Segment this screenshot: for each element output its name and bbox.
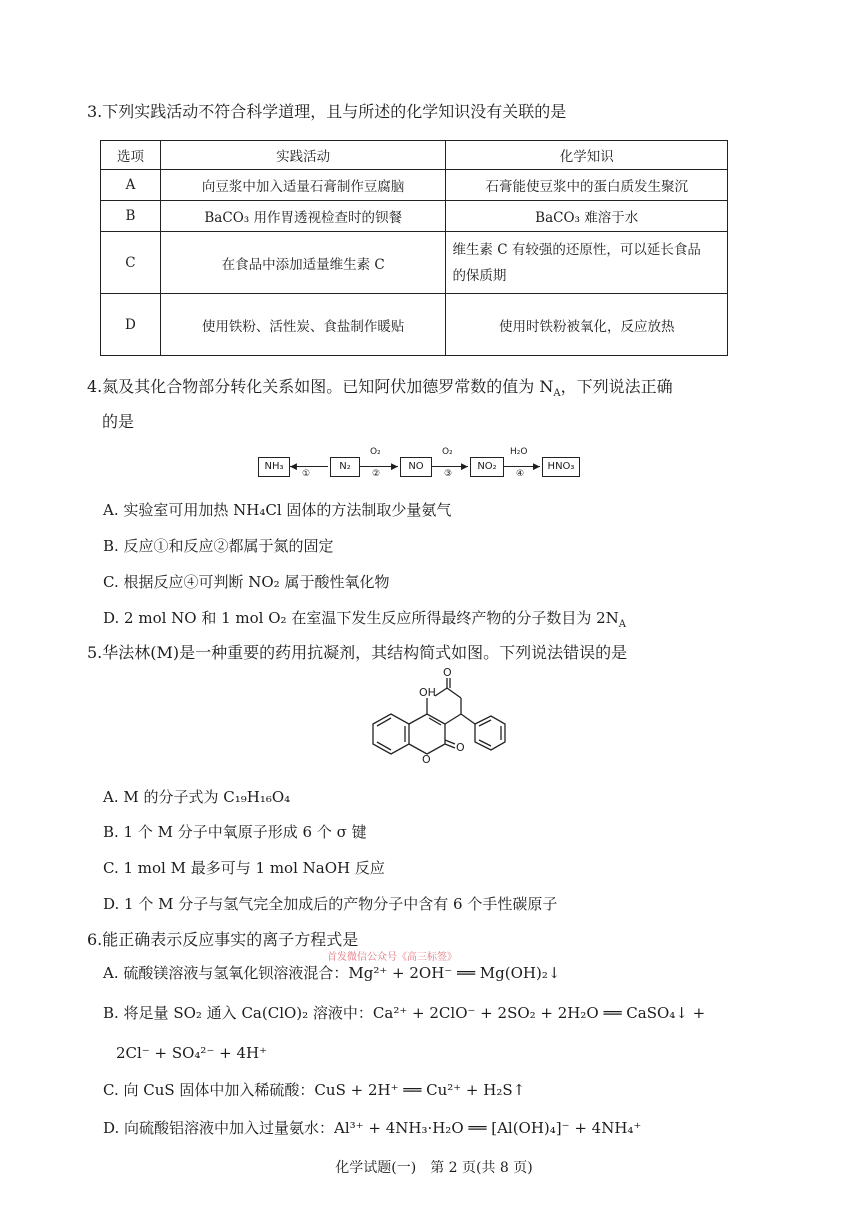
- pyranone-ring: [409, 714, 445, 754]
- row-knowledge: [446, 232, 728, 294]
- row-option: A: [101, 170, 161, 201]
- node-hno3: HNO₃: [542, 457, 580, 477]
- row-option: C: [101, 232, 161, 294]
- knowledge-line-1: 维生素 C 有较强的还原性，可以延长食品: [452, 241, 701, 258]
- header-knowledge: 化学知识: [446, 141, 728, 170]
- arrow-head-left: ◀: [290, 462, 297, 472]
- q5-option-d: D. 1 个 M 分子与氢气完全加成后的产物分子中含有 6 个手性碳原子: [103, 895, 558, 913]
- q6-option-d: D. 向硫酸铝溶液中加入过量氨水：Al³⁺ + 4NH₃·H₂O ══ [Al(OH)₄]⁻ + 4NH₄⁺: [103, 1119, 642, 1137]
- arrow-head-right: ▶: [461, 462, 468, 472]
- watermark-text: 首发微信公众号《高三标签》: [327, 952, 457, 963]
- q4-stem-line2: 的是: [102, 412, 135, 431]
- q4-option-c: C. 根据反应④可判断 NO₂ 属于酸性氧化物: [103, 573, 390, 591]
- node-no2: NO₂: [470, 457, 504, 477]
- q5-option-b: B. 1 个 M 分子中氧原子形成 6 个 σ 键: [103, 823, 367, 841]
- header-activity: 实践活动: [160, 141, 446, 170]
- row-activity: 在食品中添加适量维生素 C: [160, 232, 446, 294]
- nitrogen-flow-diagram: [258, 447, 588, 481]
- q4-option-a: A. 实验室可用加热 NH₄Cl 固体的方法制取少量氨气: [103, 501, 452, 519]
- q4-stem-sub: A: [553, 388, 561, 400]
- label-o-ring: O: [422, 753, 431, 766]
- arrow-head-right: ▶: [533, 462, 540, 472]
- step-4-label: ④: [516, 469, 525, 479]
- node-n2: N₂: [330, 457, 360, 477]
- label-o-carbonyl: O: [456, 741, 465, 754]
- node-nh3: NH₃: [258, 457, 290, 477]
- q4-option-d: [103, 608, 626, 635]
- q5-stem: 5.华法林(M)是一种重要的药用抗凝剂，其结构简式如图。下列说法错误的是: [87, 643, 628, 662]
- q6-option-b-cont: 2Cl⁻ + SO₄²⁻ + 4H⁺: [116, 1044, 268, 1062]
- step-1-label: ①: [302, 469, 311, 479]
- arrow-head-right: ▶: [391, 462, 398, 472]
- page-footer: 化学试题(一) 第 2 页(共 8 页): [335, 1160, 533, 1176]
- table-row: [101, 201, 728, 232]
- row-activity: 使用铁粉、活性炭、食盐制作暖贴: [160, 294, 446, 356]
- table-row: [101, 232, 728, 294]
- row-knowledge: 石膏能使豆浆中的蛋白质发生聚沉: [446, 170, 728, 201]
- step-2-label: ②: [372, 469, 381, 479]
- step-3-label: ③: [444, 469, 453, 479]
- q6-option-c: C. 向 CuS 固体中加入稀硫酸：CuS + 2H⁺ ══ Cu²⁺ + H₂S↑: [103, 1081, 526, 1099]
- table-row: [101, 170, 728, 201]
- q4-option-d-sub: A: [618, 619, 627, 630]
- knowledge-line-2: 的保质期: [452, 267, 507, 284]
- warfarin-structure: [355, 666, 505, 786]
- node-no: NO: [400, 457, 432, 477]
- label-oh: OH: [419, 686, 436, 699]
- q6-option-a: A. 硫酸镁溶液与氢氧化钡溶液混合：Mg²⁺ + 2OH⁻ ══ Mg(OH)₂↓: [103, 964, 561, 982]
- q4-stem-line1: [87, 376, 673, 405]
- row-option: D: [101, 294, 161, 356]
- row-knowledge: 使用时铁粉被氧化，反应放热: [446, 294, 728, 356]
- reagent-3: O₂: [442, 447, 453, 457]
- row-knowledge: BaCO₃ 难溶于水: [446, 201, 728, 232]
- q6-stem: 6.能正确表示反应事实的离子方程式是: [87, 930, 359, 949]
- q4-stem-text: 4.氮及其化合物部分转化关系如图。已知阿伏加德罗常数的值为 N: [87, 377, 554, 396]
- q4-option-b: B. 反应①和反应②都属于氮的固定: [103, 537, 334, 555]
- benzo-ring: [373, 714, 409, 754]
- table-header-row: [101, 141, 728, 170]
- q5-option-c: C. 1 mol M 最多可与 1 mol NaOH 反应: [103, 859, 385, 877]
- row-activity: 向豆浆中加入适量石膏制作豆腐脑: [160, 170, 446, 201]
- q3-stem: 3.下列实践活动不符合科学道理，且与所述的化学知识没有关联的是: [87, 102, 567, 121]
- table-row: [101, 294, 728, 356]
- q3-table: [100, 140, 728, 356]
- reagent-4: H₂O: [510, 447, 528, 457]
- row-option: B: [101, 201, 161, 232]
- reagent-2: O₂: [370, 447, 381, 457]
- row-activity: BaCO₃ 用作胃透视检查时的钡餐: [160, 201, 446, 232]
- q4-stem-end: ，下列说法正确: [560, 377, 673, 396]
- q4-option-d-text: D. 2 mol NO 和 1 mol O₂ 在室温下发生反应所得最终产物的分子数目为 2N: [103, 609, 619, 627]
- q6-option-b: B. 将足量 SO₂ 通入 Ca(ClO)₂ 溶液中：Ca²⁺ + 2ClO⁻ + 2SO₂ + 2H₂O ══ CaSO₄↓ +: [103, 1004, 706, 1022]
- header-option: 选项: [101, 141, 161, 170]
- q5-option-a: A. M 的分子式为 C₁₉H₁₆O₄: [103, 788, 291, 806]
- label-o-ketone: O: [443, 666, 452, 679]
